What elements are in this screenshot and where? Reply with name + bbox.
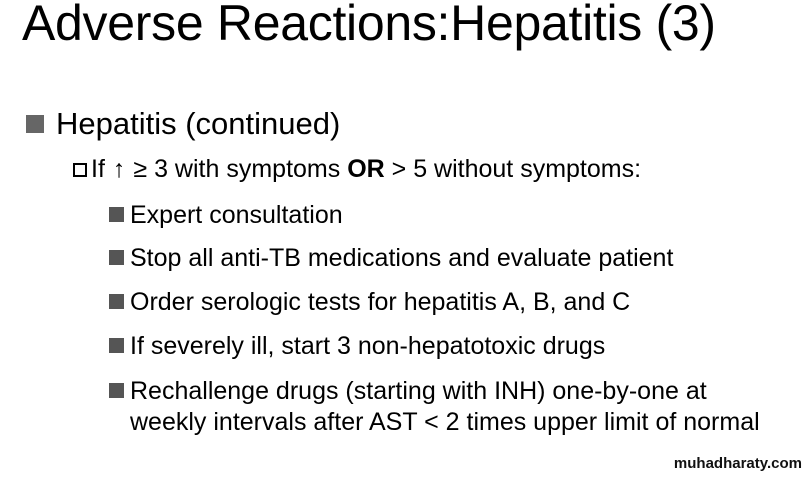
condition-part-2: > 5 without symptoms: (384, 155, 642, 183)
list-item (109, 200, 780, 231)
square-bullet-icon (109, 338, 124, 353)
condition-or: OR (347, 155, 385, 183)
slide-title: Adverse Reactions:Hepatitis (3) (22, 0, 716, 51)
condition-prefix: If (91, 155, 105, 183)
list-item-text: Rechallenge drugs (starting with INH) one-by-one at weekly intervals after AST < 2 times upper limit of normal (130, 377, 760, 436)
list-item (109, 287, 780, 318)
square-bullet-icon (109, 207, 124, 222)
list-item-text: Expert consultation (130, 201, 343, 229)
square-bullet-icon (109, 250, 124, 265)
greater-equal-symbol: ≥ (133, 155, 148, 183)
list-item-text: If severely ill, start 3 non-hepatotoxic drugs (130, 332, 606, 360)
condition-part-1: 3 with symptoms (147, 155, 348, 183)
list-item (109, 376, 780, 438)
square-bullet-icon (109, 294, 124, 309)
up-arrow-icon: ↑ (112, 155, 126, 183)
bullet-hepatitis-continued (26, 106, 340, 142)
list-item-text: Order serologic tests for hepatitis A, B, and C (130, 288, 631, 316)
hollow-square-bullet-icon (73, 163, 87, 177)
square-bullet-icon (109, 383, 124, 398)
list-item-text: Stop all anti-TB medications and evaluate patient (130, 244, 674, 272)
bullet-text: Hepatitis (continued) (56, 106, 341, 141)
list-item (109, 331, 780, 362)
watermark: muhadharaty.com (673, 455, 802, 472)
list-item (109, 243, 780, 274)
sub-bullet-threshold (73, 155, 641, 184)
square-bullet-icon (26, 115, 44, 133)
